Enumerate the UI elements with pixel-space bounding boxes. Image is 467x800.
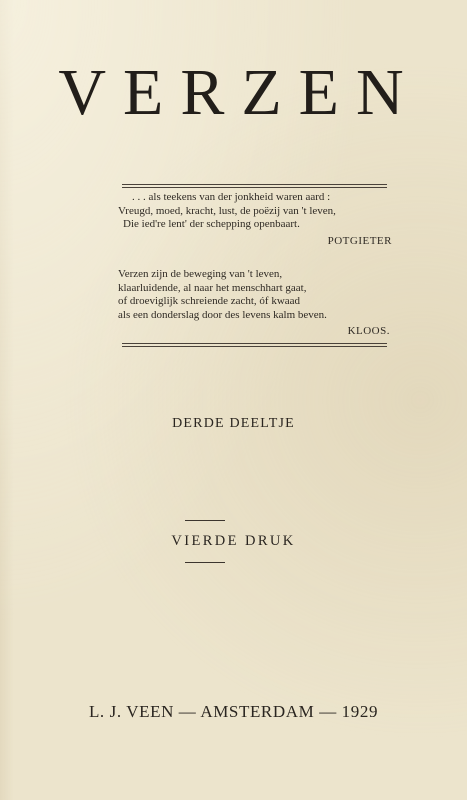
epigraph-potgieter [118, 191, 398, 248]
epigraph-line: Verzen zijn de beweging van 't leven, [118, 268, 283, 280]
epigraph-line: als een donderslag door des levens kalm beven. [118, 308, 327, 321]
epigraph-line: Vreugd, moed, kracht, lust, de poëzij van 't leven, [118, 204, 336, 217]
epigraph-line: Die ied're lent' der schepping openbaart. [123, 218, 300, 231]
epigraph-line: of droeviglijk schreiende zacht, óf kwaad [118, 295, 301, 308]
epigraph-kloos [118, 268, 398, 339]
short-rule-above-edition [185, 520, 225, 521]
book-title: VERZEN [58, 56, 421, 129]
double-rule-top [122, 184, 387, 188]
double-rule-bottom [122, 343, 387, 347]
epigraph-line: . . . als teekens van der jonkheid waren aard : [132, 191, 331, 203]
volume-label: DERDE DEELTJE [172, 416, 295, 431]
edition-label: VIERDE DRUK [171, 533, 296, 549]
publisher-imprint: L. J. VEEN — AMSTERDAM — 1929 [88, 702, 379, 721]
short-rule-below-edition [185, 562, 225, 563]
epigraph-attribution: KLOOS. [347, 325, 390, 338]
epigraph-line: klaarluidende, al naar het menschhart gaat, [118, 281, 307, 294]
epigraph-attribution: POTGIETER [327, 234, 392, 247]
